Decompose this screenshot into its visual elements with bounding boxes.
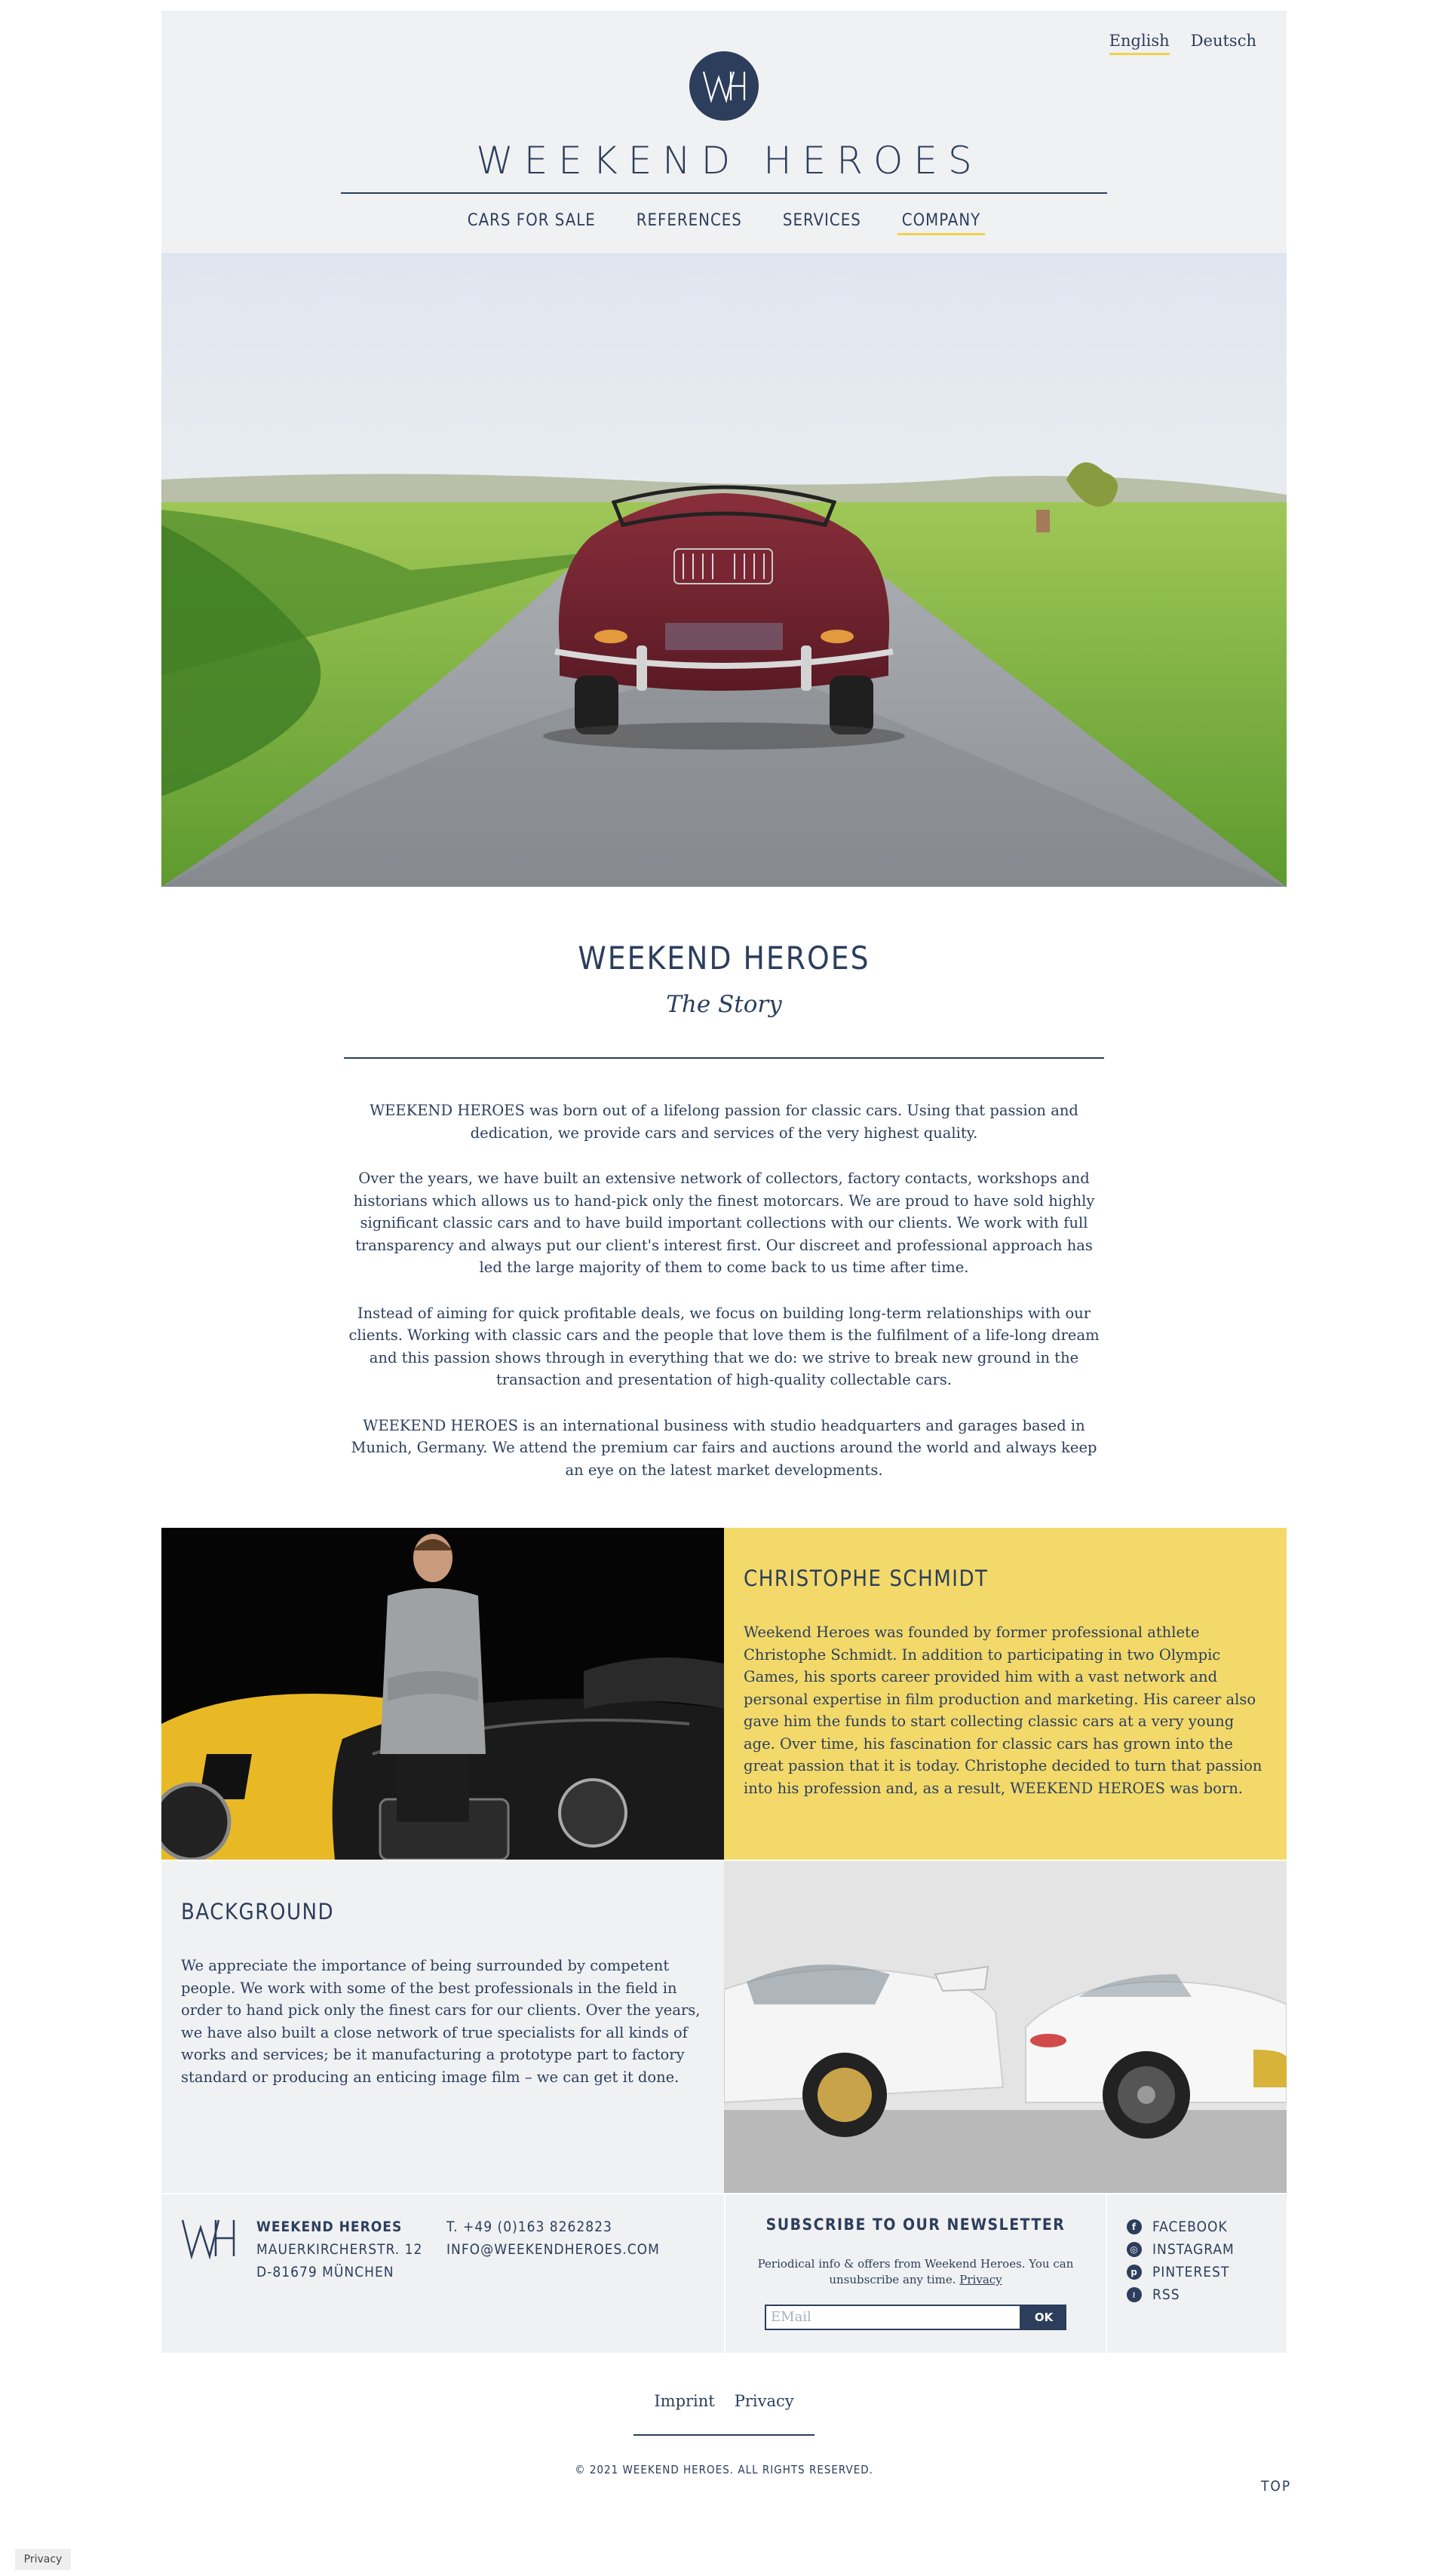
background-title: BACKGROUND xyxy=(181,1899,335,1924)
background-text: We appreciate the importance of being surrounded by competent people. We work with some of the best professionals in the field in order to hand pick only the finest cars for our clients. Over the years, we have also built a close network of true specialists for all kinds of works and services; be it manufacturing a prototype part to factory standard or producing an enticing image film – we can get it done. xyxy=(181,1957,701,2086)
story-divider xyxy=(344,1057,1104,1059)
pinterest-icon: p xyxy=(1127,2265,1142,2280)
social-label: INSTAGRAM xyxy=(1152,2241,1235,2258)
company-address xyxy=(256,2216,422,2283)
email-link[interactable]: INFO@WEEKENDHEROES.COM xyxy=(446,2241,660,2258)
newsletter-text xyxy=(757,2256,1074,2288)
legal-links xyxy=(0,2392,1448,2410)
social-links xyxy=(1127,2216,1235,2306)
privacy-settings-button[interactable]: Privacy xyxy=(15,2549,71,2570)
founder-title: CHRISTOPHE SCHMIDT xyxy=(744,1566,989,1591)
background-card xyxy=(161,1861,724,2193)
language-switcher xyxy=(1109,32,1256,55)
imprint-link[interactable]: Imprint xyxy=(654,2392,715,2410)
story-text xyxy=(344,1099,1104,1504)
address-street: MAUERKIRCHERSTR. 12 xyxy=(256,2241,423,2258)
wh-logo-icon[interactable] xyxy=(181,2217,235,2259)
site-footer xyxy=(0,2353,1448,2576)
social-instagram[interactable] xyxy=(1127,2238,1235,2261)
story-paragraph: WEEKEND HEROES is an international business with studio headquarters and garages based in Munich, Germany. We attend the premium car fairs and auctions around the world and always keep an eye on the latest market developments. xyxy=(351,1416,1097,1479)
hero-image xyxy=(161,253,1287,887)
brand-name[interactable]: WEEKEND HEROES xyxy=(476,139,983,182)
nav-company[interactable]: COMPANY xyxy=(897,211,985,235)
privacy-link[interactable]: Privacy xyxy=(734,2392,794,2410)
instagram-icon: ◎ xyxy=(1127,2242,1142,2257)
newsletter-email-input[interactable]: EMail xyxy=(765,2305,1021,2330)
logo-icon[interactable] xyxy=(689,51,759,121)
footer-info xyxy=(161,2193,1287,2353)
address-city: D-81679 MÜNCHEN xyxy=(256,2264,394,2280)
footer-divider xyxy=(1106,2194,1107,2354)
newsletter-title: SUBSCRIBE TO OUR NEWSLETTER xyxy=(765,2216,1066,2234)
rss-icon: ≀ xyxy=(1127,2287,1142,2302)
footer-rule xyxy=(634,2434,814,2436)
social-pinterest[interactable] xyxy=(1127,2261,1235,2283)
nav-references[interactable]: REFERENCES xyxy=(636,211,742,230)
social-label: RSS xyxy=(1152,2286,1180,2303)
social-facebook[interactable] xyxy=(1127,2216,1235,2238)
about-grid xyxy=(161,1528,1287,2193)
site-header xyxy=(161,11,1287,253)
story-title: WEEKEND HEROES xyxy=(578,940,870,977)
social-label: PINTEREST xyxy=(1152,2264,1230,2280)
nav-services[interactable]: SERVICES xyxy=(782,211,861,230)
phone-link[interactable]: T. +49 (0)163 8262823 xyxy=(446,2219,612,2235)
facebook-icon: f xyxy=(1127,2219,1142,2234)
story-paragraph: Over the years, we have built an extensive network of collectors, factory contacts, workshops and historians which allows us to hand-pick only the finest motorcars. We are proud to have sold highly significant classic cars and to have build important collections with our clients. We work with full transparency and always put our client's interest first. Our discreet and professional approach has led the large majority of them to come back to us time after time. xyxy=(353,1170,1095,1276)
story-paragraph: Instead of aiming for quick profitable deals, we focus on building long-term relationships with our clients. Working with classic cars and the people that love them is the fulfilment of a life-long dream and this passion shows through in everything that we do: we strive to break new ground in the transaction and presentation of high-quality collectable cars. xyxy=(348,1304,1100,1388)
newsletter-privacy-link[interactable]: Privacy xyxy=(959,2273,1002,2286)
page xyxy=(161,11,1287,2353)
newsletter-description: Periodical info & offers from Weekend Heroes. You can unsubscribe any time. xyxy=(757,2257,1074,2286)
newsletter-submit-button[interactable]: OK xyxy=(1021,2305,1066,2330)
story-section xyxy=(161,887,1287,1528)
address-name: WEEKEND HEROES xyxy=(256,2219,403,2235)
story-paragraph: WEEKEND HEROES was born out of a lifelong passion for classic cars. Using that passion and dedication, we provide cars and services of the very highest quality. xyxy=(370,1102,1078,1142)
language-english[interactable]: English xyxy=(1109,32,1170,55)
founder-card xyxy=(724,1528,1287,1860)
company-contact xyxy=(446,2216,660,2261)
nav-cars-for-sale[interactable]: CARS FOR SALE xyxy=(467,211,596,230)
founder-photo xyxy=(161,1528,724,1860)
cars-photo xyxy=(724,1861,1287,2193)
main-nav xyxy=(161,211,1287,235)
back-to-top-link[interactable]: TOP xyxy=(1261,2478,1292,2495)
story-subtitle: The Story xyxy=(666,991,782,1018)
copyright: © 2021 WEEKEND HEROES. ALL RIGHTS RESERVED. xyxy=(575,2463,873,2476)
social-label: FACEBOOK xyxy=(1152,2219,1228,2235)
header-divider xyxy=(341,192,1107,194)
language-deutsch[interactable]: Deutsch xyxy=(1190,32,1256,50)
social-rss[interactable] xyxy=(1127,2283,1235,2306)
founder-text: Weekend Heroes was founded by former professional athlete Christophe Schmidt. In addition to participating in two Olympic Games, his sports career provided him with a vast network and personal expertise in film production and marketing. His career also gave him the funds to start collecting classic cars at a very young age. Over time, his fascination for classic cars has grown into the great passion that it is today. Christophe decided to turn that passion into his profession and, as a result, WEEKEND HEROES was born. xyxy=(744,1624,1262,1797)
